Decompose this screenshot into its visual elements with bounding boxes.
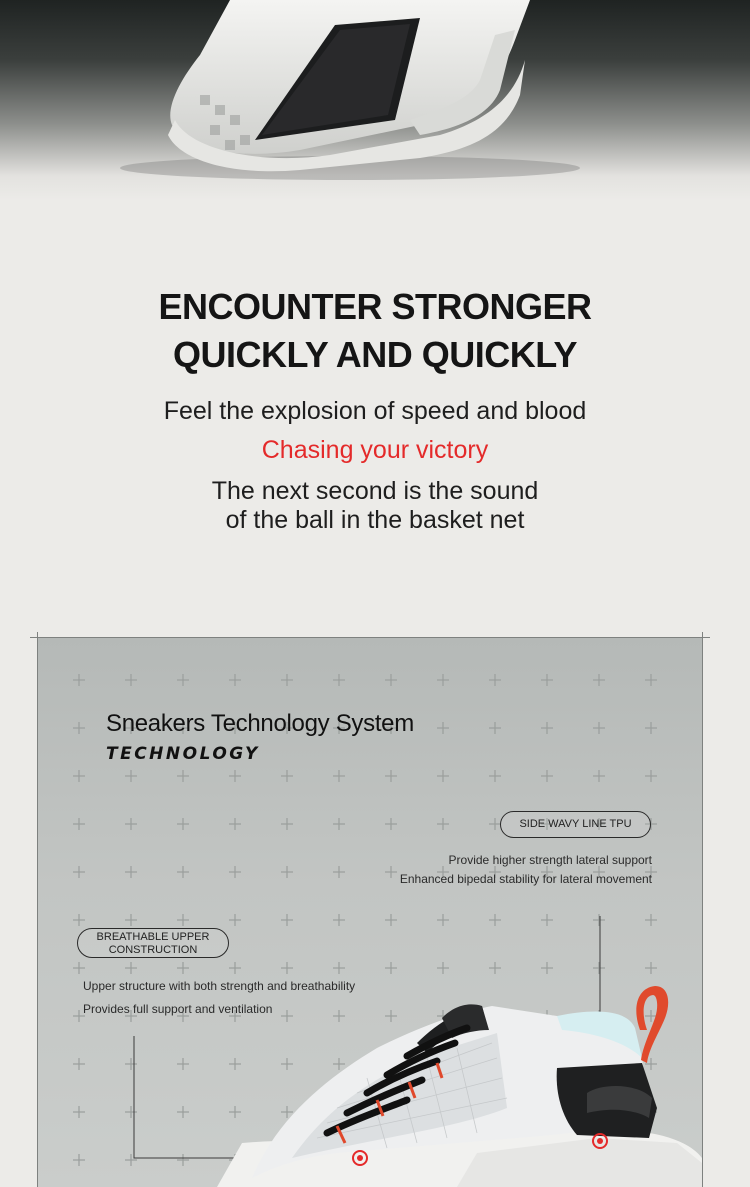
hero-banner [0, 0, 750, 200]
headline [0, 283, 750, 379]
headline-line-2: QUICKLY AND QUICKLY [173, 334, 577, 375]
panel-divider [37, 632, 38, 1187]
technology-panel [37, 638, 702, 1187]
tagline-line-3: The next second is the sound [211, 477, 539, 505]
panel-divider [30, 637, 710, 638]
technology-title: Sneakers Technology System [106, 710, 414, 737]
shoe-illustration [37, 638, 702, 1187]
feature-desc-line: Enhanced bipedal stability for lateral movement [399, 872, 652, 886]
hero-shoe-image [0, 0, 750, 200]
feature-label-text: SIDE WAVY LINE TPU [519, 818, 632, 830]
technology-subtitle: TECHNOLOGY [106, 744, 260, 764]
feature-label-text: BREATHABLE UPPER [96, 931, 210, 943]
tagline-line-2: Chasing your victory [261, 436, 489, 464]
feature-desc-line: Provides full support and ventilation [83, 1002, 273, 1016]
tagline-line-4: of the ball in the basket net [225, 506, 525, 534]
headline-line-1: ENCOUNTER STRONGER [158, 286, 592, 327]
feature-desc-line: Provide higher strength lateral support [448, 853, 652, 867]
feature-desc-line: Upper structure with both strength and breathability [83, 979, 356, 993]
tagline-line-1: Feel the explosion of speed and blood [163, 397, 587, 425]
panel-divider [702, 632, 703, 1187]
feature-label-text: CONSTRUCTION [108, 944, 198, 956]
